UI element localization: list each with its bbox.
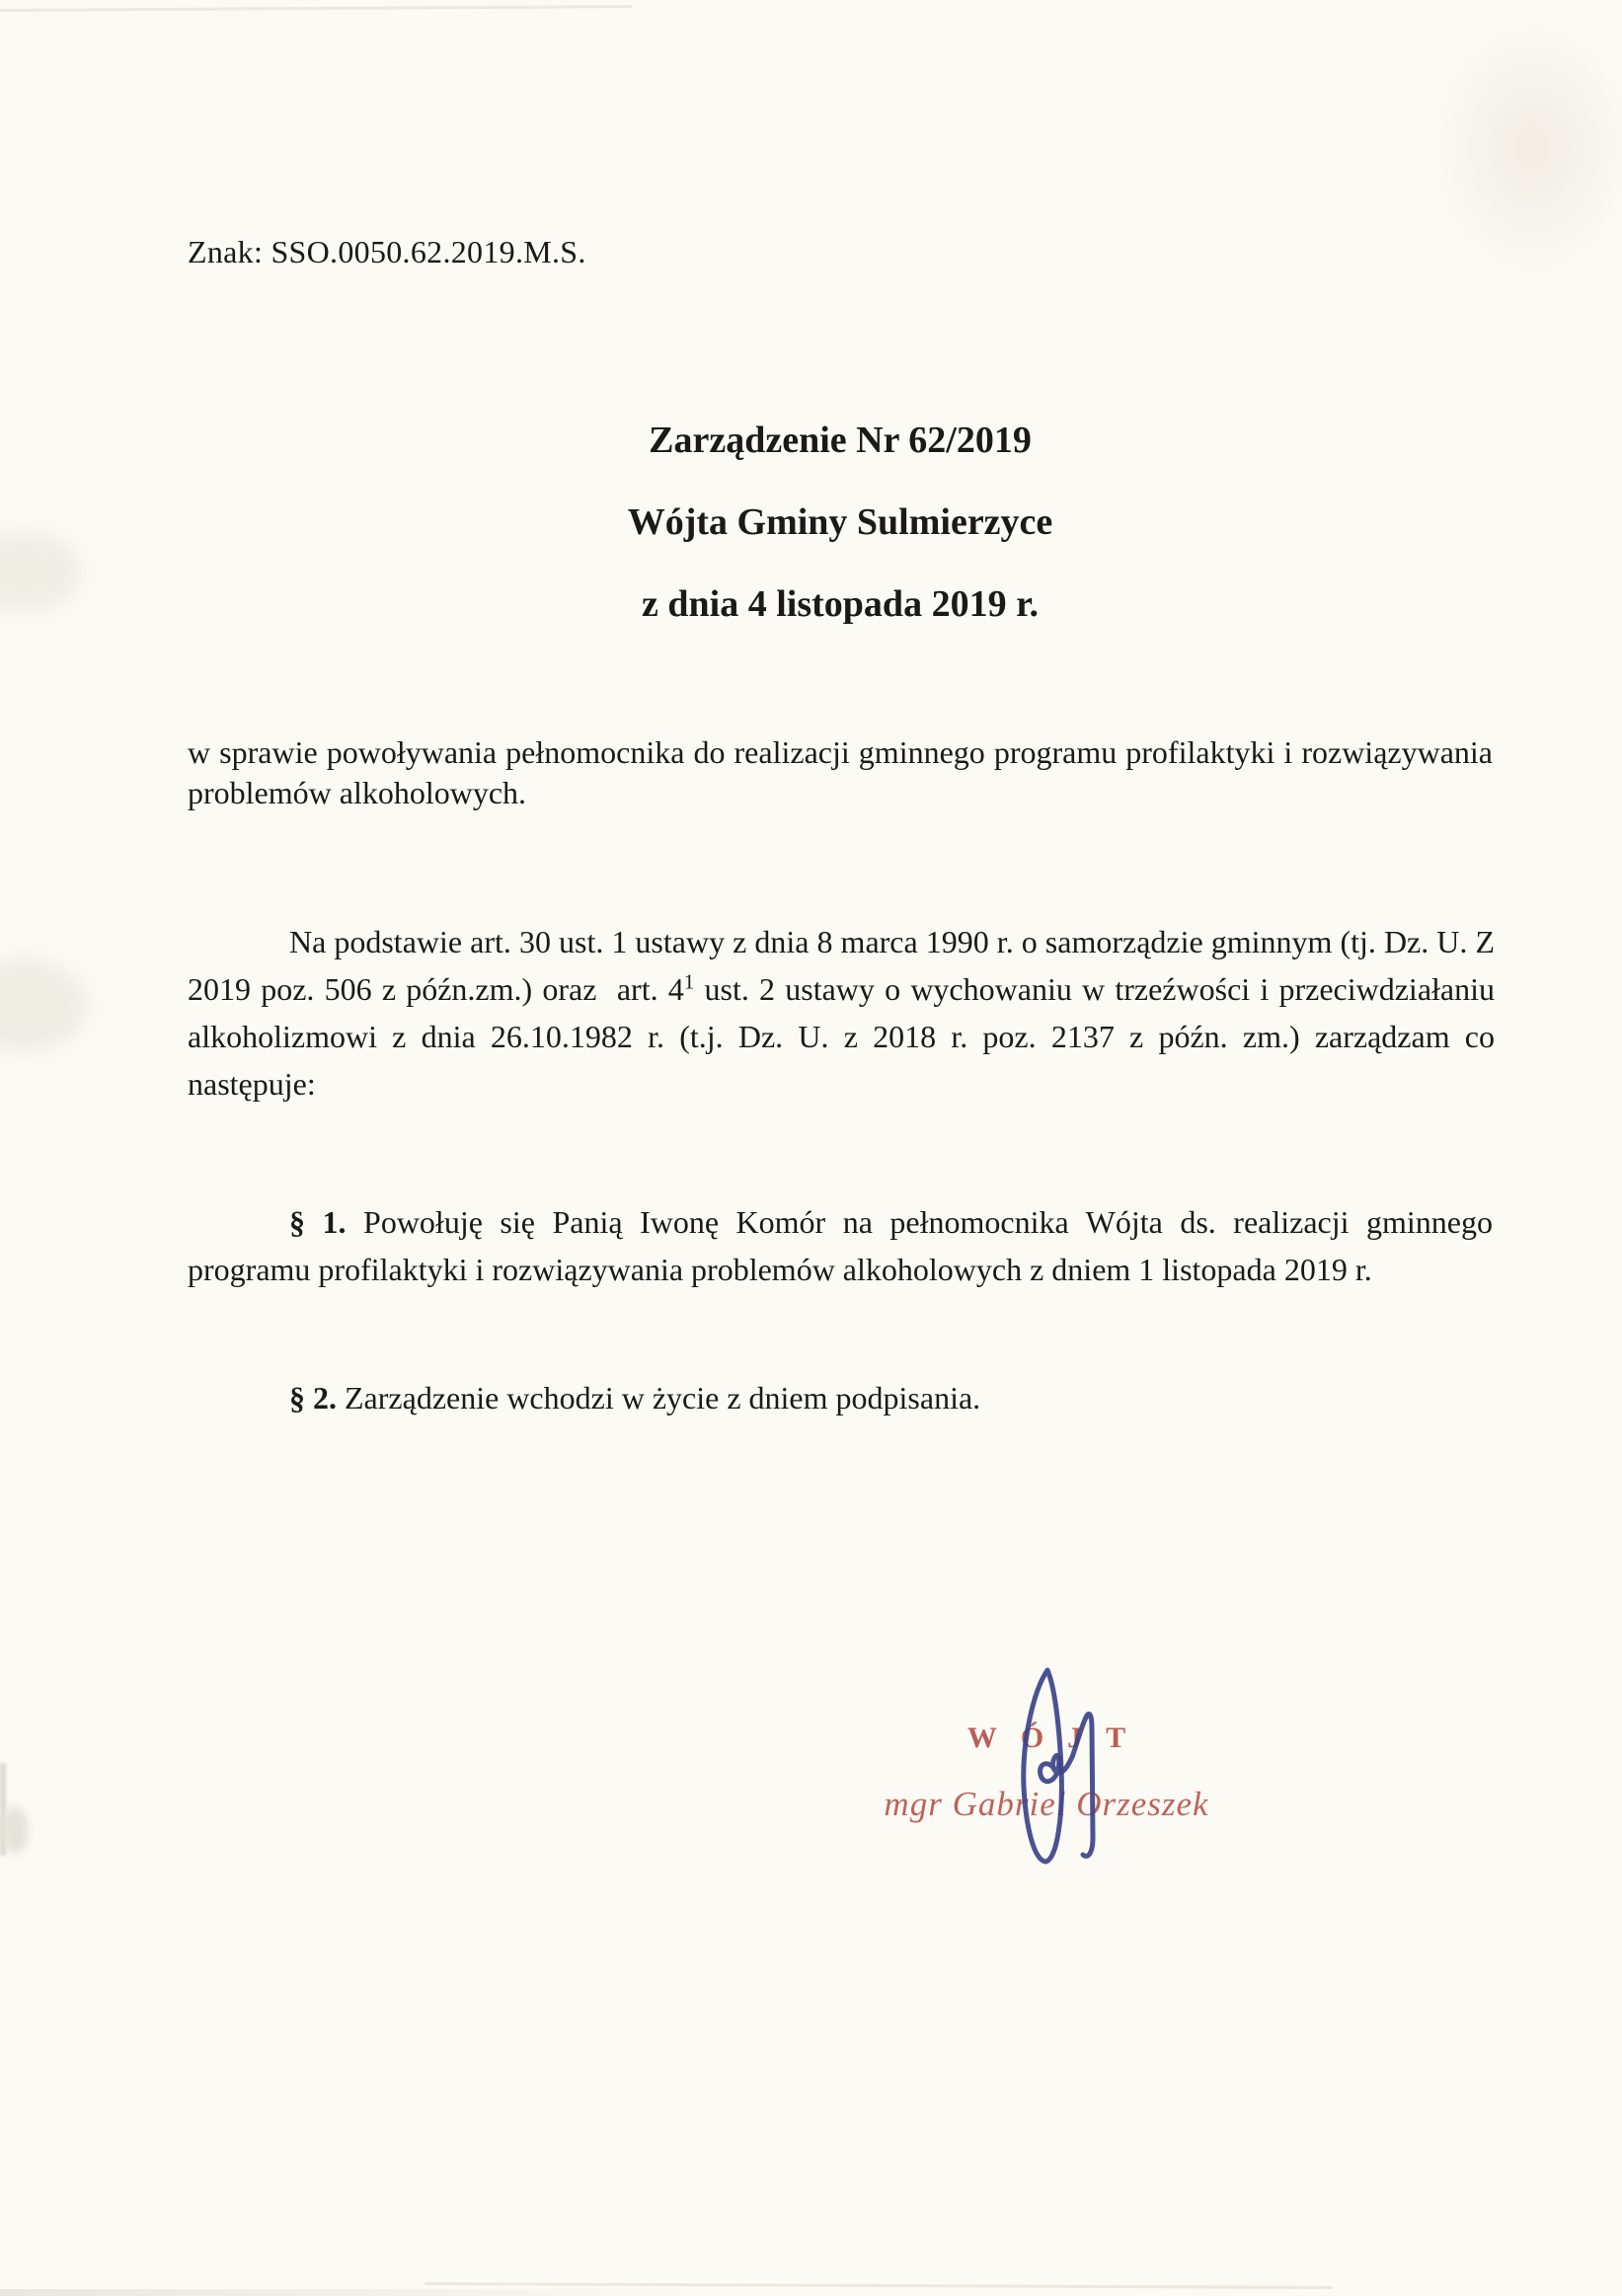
scan-artifact-bottom-edge xyxy=(425,2282,1333,2289)
scan-artifact-left-smudge-1 xyxy=(0,531,81,612)
scan-artifact-bottom-shade xyxy=(0,2289,1622,2296)
title-ordinance-number: Zarządzenie Nr 62/2019 xyxy=(649,420,1032,461)
section-2-paragraph xyxy=(188,1374,1493,1421)
section-1-label: § 1. xyxy=(289,1204,347,1240)
signature-squiggle-stroke xyxy=(1041,1714,1093,1856)
scan-artifact-left-streak xyxy=(0,1763,6,1856)
section-2-label: § 2. xyxy=(289,1380,337,1416)
scan-artifact-top-right-shade xyxy=(1385,0,1622,336)
stamp-signer-name: mgr Gabriel Orzeszek xyxy=(884,1785,1209,1823)
document-title xyxy=(188,419,1493,664)
legal-basis-text-continued: ust. 2 ustawy o wychowaniu w trzeźwości i przeciwdziałaniu alkoholizmowi z dnia 26.10.1982 r. (t.j. Dz. U. z 2018 r. poz. 2137 z późn. zm.) zarządzam co następuje: xyxy=(188,971,1495,1102)
legal-basis-paragraph xyxy=(188,918,1495,1108)
scan-artifact-left-smudge-2 xyxy=(0,959,87,1052)
stamp-title: WÓJT xyxy=(966,1722,1150,1754)
section-1-paragraph xyxy=(188,1198,1493,1293)
scan-artifact-top-edge xyxy=(0,5,632,12)
section-1-text: Powołuję się Panią Iwonę Komór na pełnomocnika Wójta ds. realizacji gminnego programu profilaktyki i rozwiązywania problemów alkoholowych z dniem 1 listopada 2019 r. xyxy=(188,1204,1494,1287)
title-issuer: Wójta Gminy Sulmierzyce xyxy=(627,501,1053,543)
legal-basis-superscript: 1 xyxy=(683,969,695,994)
handwritten-signature xyxy=(1009,1660,1108,1872)
legal-basis-text: Na podstawie art. 30 ust. 1 ustawy z dnia 8 marca 1990 r. o samorządzie gminnym (tj. Dz. U. Z 2019 poz. 506 z późn.zm.) oraz art. 4 xyxy=(188,924,1495,1007)
reference-number: Znak: SSO.0050.62.2019.M.S. xyxy=(188,234,586,269)
scan-artifact-left-blob xyxy=(1,1806,29,1854)
subject-paragraph: w sprawie powoływania pełnomocnika do realizacji gminnego programu profilaktyki i rozwiązywania problemów alkoholowych. xyxy=(188,734,1493,810)
section-2-text: Zarządzenie wchodzi w życie z dniem podpisania. xyxy=(337,1380,981,1416)
title-date: z dnia 4 listopada 2019 r. xyxy=(642,583,1039,625)
